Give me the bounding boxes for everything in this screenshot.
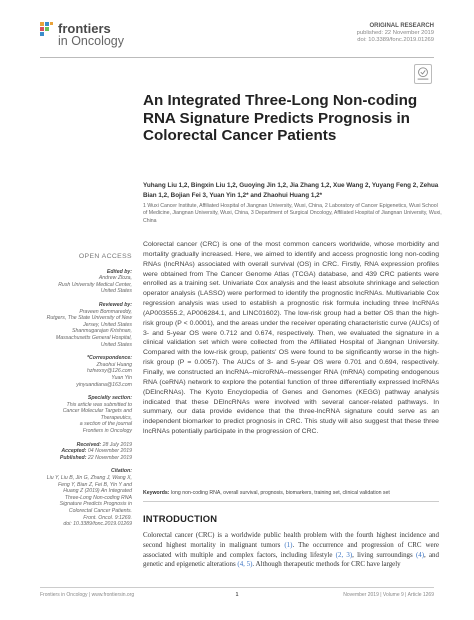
reviewer-line: United States (100, 341, 132, 348)
citation-line: Signature Predicts Prognosis in (59, 501, 132, 508)
reviewed-by-section (40, 302, 132, 348)
doi-link[interactable]: doi: 10.3389/fonc.2019.01269 (357, 37, 434, 43)
edited-by-section (40, 269, 132, 295)
reviewer-line: Shanmugarajan Krishnan, (72, 328, 132, 335)
citation-label: Citation: (110, 468, 132, 475)
reviewer-line: Rutgers, The State University of New (46, 315, 132, 322)
article-sidebar (40, 254, 132, 535)
citation-doi[interactable]: doi: 10.3389/fonc.2019.01269 (63, 521, 132, 528)
correspondence-email[interactable]: hzhwxsy@126.com (86, 368, 132, 375)
intro-text: . The occurrence and progression of CRC were associated with multiple and complex factors, including lifestyle (143, 540, 439, 559)
keywords-line (143, 490, 439, 496)
reviewer-line: Massachusetts General Hospital, (55, 334, 132, 341)
footer-journal-link[interactable]: Frontiers in Oncology | www.frontiersin.org (40, 592, 135, 598)
journal-name: in Oncology (58, 34, 125, 48)
footer-divider (40, 587, 434, 588)
published-date-sidebar: 22 November 2019 (87, 454, 132, 461)
article-title: An Integrated Three-Long Non-coding RNA Signature Predicts Prognosis in Colorectal Cancer Patients (143, 92, 418, 144)
intro-text: , and genetic and epigenetic alterations (143, 550, 439, 569)
intro-text: , living surroundings (352, 550, 416, 559)
affiliations: 1 Wuxi Cancer Institute, Affiliated Hospital of Jiangnan University, Wuxi, China, 2 Laboratory of Cancer Epigenetics, Wuxi School of Medicine, Jiangnan University, Wuxi, China, 3 Department of Surgical Oncology, Affiliated Hospital of Jiangnan University, Wuxi, China (143, 203, 442, 224)
citation-line: Feng Y, Bian Z, Fei B, Yin Y and (57, 481, 132, 488)
correspondence-email[interactable]: yinyuandiana@163.com (76, 381, 132, 388)
specialty-line: Cancer Molecular Targets and (62, 408, 132, 415)
specialty-line: Therapeutics, (100, 414, 132, 421)
section-heading: INTRODUCTION (143, 513, 218, 524)
editor-line: Rush University Medical Center, (58, 281, 132, 288)
article-type: ORIGINAL RESEARCH (369, 23, 434, 29)
citation-ref[interactable]: (4, 5) (237, 560, 253, 569)
editor-line: Andrew Zloza, (98, 275, 132, 282)
reviewer-line: Praveen Bommareddy, (79, 308, 132, 315)
accepted-date: 04 November 2019 (87, 448, 132, 455)
header-divider (40, 57, 434, 58)
correspondence-name: Zhaohui Huang (96, 361, 132, 368)
citation-ref[interactable]: (1) (284, 540, 293, 549)
correspondence-section (40, 355, 132, 388)
specialty-line: This article was submitted to (66, 401, 132, 408)
journal-brand: frontiers (58, 21, 111, 36)
accepted-label: Accepted: (61, 448, 87, 455)
citation-ref[interactable]: (2, 3) (335, 550, 353, 559)
specialty-section (40, 395, 132, 435)
abstract-text: Colorectal cancer (CRC) is one of the most common cancers worldwide, whose morbidity and mortality gradually increased. Here, we aimed to identify and access prognostic long non-coding RNAs (lncRNAs) associated with overall survival (OS) in CRC. Firstly, RNA expression profiles were obtained from The Cancer Genome Atlas (TCGA) database, and 439 CRC patients were enrolled as a training set. Univariate Cox analysis and the least absolute shrinkage and selection operator analysis (LASSO) were performed to identify the prognostic lncRNAs. Multivariable Cox regression analysis was used to establish a prognostic risk formula including three lncRNAs (AP003555.2, AP006284.1, and LINC01602). The low-risk group had a better OS than the high-risk group (P < 0.0001), and the areas under the receiver operating characteristic curve (AUCs) of 3- and 5-year OS were 0.712 and 0.674, respectively. Then, we evaluated the signature in a clinical validation set which were collected from the Affiliated Hospital of Jiangnan University. Compared with the low-risk group, patients' OS were found to be significantly worse in the high-risk group (P = 0.0057). The AUCs of 3- and 5-year OS were 0.701 and 0.694, respectively. Finally, we constructed an lncRNA–microRNA–messenger RNA (mRNA) competing endogenous RNA (ceRNA) network to explore the potential function of three differentially expressed lncRNAs (DElncRNAs). The Kyoto Encyclopedia of Genes and Genomes (KEGG) pathway analysis indicated that these DElncRNAs were involved with several cancer-related pathways. In summary, our data provide evidence that the three-lncRNA signature could serve as an independent biomarker to predict prognosis in CRC. This study will also suggest that these three lncRNAs potentially participate in the progression of CRC. (143, 241, 439, 436)
correspondence-name: Yuan Yin (111, 374, 132, 381)
reviewed-by-label: Reviewed by: (98, 301, 132, 308)
keywords-label: Keywords: (143, 490, 170, 496)
page-footer (40, 592, 434, 600)
citation-line: Three-Long Non-coding RNA (64, 494, 132, 501)
published-date: published: 22 November 2019 (356, 30, 434, 36)
journal-logo[interactable] (40, 22, 170, 58)
published-label: Published: (59, 454, 87, 461)
intro-text: . Although therapeutic methods for CRC have largely (252, 560, 401, 569)
editor-line: United States (100, 288, 132, 295)
specialty-line: a section of the journal (79, 421, 132, 428)
citation-section (40, 468, 132, 527)
page-number: 1 (235, 592, 239, 598)
intro-text: Colorectal cancer (CRC) is a worldwide public health problem with the fourth highest incidence and second highest mortality in malignant tumors (143, 531, 439, 549)
received-label: Received: (76, 441, 102, 448)
citation-ref[interactable]: (4) (415, 550, 425, 559)
citation-line: Huang Z (2019) An Integrated (63, 488, 132, 495)
keywords-divider (143, 501, 439, 502)
specialty-label: Specialty section: (87, 395, 132, 402)
citation-line: Liu Y, Liu B, Jin G, Zhang J, Wang X, (46, 475, 132, 482)
keywords-list: long non-coding RNA, overall survival, prognosis, biomarkers, training set, clinical validation set (170, 490, 390, 496)
correspondence-label: *Correspondence: (87, 355, 132, 362)
check-for-updates-icon[interactable] (414, 64, 432, 84)
citation-line: Front. Oncol. 9:1269. (83, 514, 132, 521)
reviewer-line: Jersey, United States (83, 321, 132, 328)
footer-issue: November 2019 | Volume 9 | Article 1269 (343, 592, 434, 598)
open-access-label: OPEN ACCESS (78, 253, 132, 260)
citation-line: Colorectal Cancer Patients. (68, 508, 132, 514)
intro-paragraph (143, 531, 439, 570)
edited-by-label: Edited by: (106, 268, 132, 275)
received-date: 28 July 2019 (102, 441, 132, 448)
dates-section (40, 442, 132, 462)
frontiers-logo-icon (40, 22, 54, 38)
author-list[interactable]: Yuhang Liu 1,2, Bingxin Liu 1,2, Guoying Jin 1,2, Jia Zhang 1,2, Xue Wang 2, Yuyang Feng 2, Zehua Bian 1,2, Bojian Fei 3, Yuan Yin 1,2* and Zhaohui Huang 1,2* (143, 182, 439, 199)
article-meta (357, 23, 434, 44)
specialty-line: Frontiers in Oncology (82, 428, 132, 435)
